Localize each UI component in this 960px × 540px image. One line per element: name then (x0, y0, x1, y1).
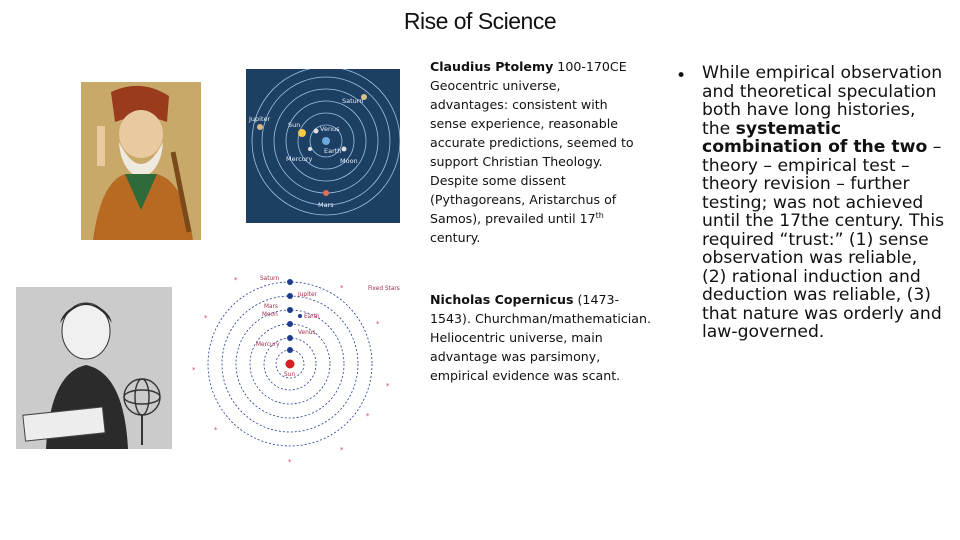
svg-text:*: * (386, 382, 390, 390)
ptolemy-body: Geocentric universe, advantages: consistent with sense experience, reasonable accurate predictions, seemed to support Christian Theology. Despite some dissent (Pythagoreans, Aristarchus of Samos), prevailed until 17 (430, 78, 634, 226)
ptolemy-portrait-image (81, 82, 201, 240)
geo-label-jupiter: Jupiter (249, 115, 271, 123)
geo-label-sun: Sun (288, 121, 301, 129)
bullet-part-1: While empirical observation and theoretical speculation both have long histories, the (702, 63, 943, 139)
ptolemy-dates: 100-170CE (553, 59, 627, 74)
slide-title: Rise of Science (403, 8, 557, 34)
ptolemy-name: Claudius Ptolemy (430, 59, 554, 74)
helio-label-fixed-stars: Fixed Stars (368, 286, 400, 292)
copernicus-description (430, 290, 652, 385)
geo-label-saturn: Saturn (342, 97, 364, 105)
geo-label-moon: Moon (340, 157, 358, 165)
bullet-point (676, 64, 946, 342)
helio-label-mercury: Mercury (256, 342, 280, 348)
geo-label-mercury: Mercury (286, 155, 313, 163)
geo-label-earth: Earth (324, 147, 342, 155)
svg-text:*: * (366, 412, 370, 420)
svg-text:*: * (234, 276, 238, 284)
ptolemy-description (430, 57, 640, 247)
helio-label-sun: Sun (284, 372, 296, 378)
copernicus-portrait-image (16, 287, 172, 449)
svg-text:*: * (204, 314, 208, 322)
helio-label-saturn: Saturn (260, 276, 280, 282)
geo-label-mars: Mars (318, 201, 334, 209)
svg-text:*: * (288, 458, 292, 466)
svg-text:*: * (340, 284, 344, 292)
svg-text:*: * (376, 320, 380, 328)
helio-label-mars: Mars (264, 304, 278, 310)
geo-label-venus: Venus (320, 125, 340, 133)
ptolemy-sup: th (595, 210, 604, 220)
helio-label-venus: Venus (298, 330, 316, 336)
ptolemy-body-end: century. (430, 230, 481, 245)
bullet-part-2: – theory – empirical test – theory revision – further testing; was not achieved until the 17the century. This required “trust:” (1) sense observation was reliable, (2) rational induction and deduction was reliable, (3) that nature was orderly and law-governed. (702, 137, 945, 342)
svg-text:*: * (340, 446, 344, 454)
heliocentric-diagram (190, 268, 400, 468)
helio-label-moon: Moon (262, 312, 278, 318)
svg-text:*: * (214, 426, 218, 434)
bullet-bold: systematic combination of the two (702, 118, 928, 157)
svg-text:*: * (192, 366, 196, 374)
helio-label-jupiter: Jupiter (298, 292, 317, 298)
bullet-marker: • (676, 66, 687, 86)
copernicus-body: Churchman/mathematician. Heliocentric universe, main advantage was parsimony, empirical evidence was scant. (430, 311, 651, 383)
helio-label-earth: Earth (304, 314, 320, 320)
copernicus-name: Nicholas Copernicus (430, 292, 574, 307)
bullet-text (702, 64, 946, 342)
geocentric-diagram (246, 69, 400, 223)
copernicus-dates: (1473-1543). (430, 292, 620, 326)
